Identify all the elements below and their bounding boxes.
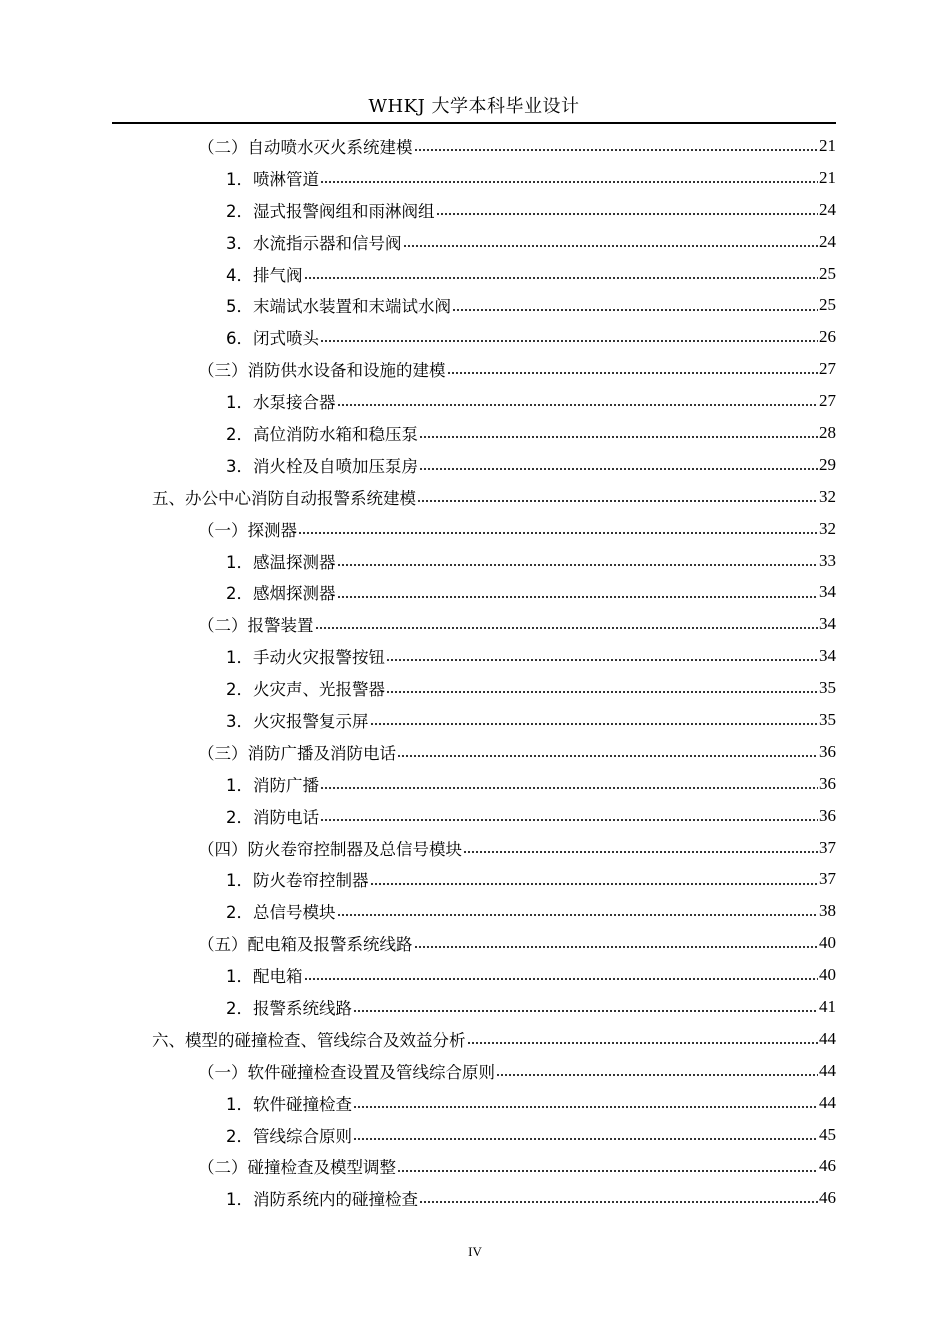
toc-leader-dots [397, 742, 818, 762]
toc-entry-page: 46 [819, 1156, 836, 1176]
toc-entry-page: 27 [819, 359, 836, 379]
toc-leader-dots [353, 1125, 818, 1145]
toc-entry-page: 40 [819, 933, 836, 953]
toc-entry-page: 35 [819, 709, 836, 729]
toc-entry[interactable] [112, 1087, 836, 1119]
toc-leader-dots [320, 774, 818, 794]
toc-entry[interactable] [112, 576, 836, 608]
toc-leader-dots [452, 296, 818, 316]
toc-leader-dots [337, 391, 819, 411]
toc-entry-label: （二）碰撞检查及模型调整 [198, 1158, 396, 1178]
toc-leader-dots [419, 423, 818, 443]
toc-entry-label: 1．感温探测器 [226, 552, 336, 572]
toc-entry-page: 44 [819, 1028, 836, 1048]
toc-entry-label: 3．火灾报警复示屏 [226, 711, 369, 731]
toc-leader-dots [315, 614, 819, 634]
toc-entry-page: 37 [819, 869, 836, 889]
toc-entry[interactable] [112, 991, 836, 1023]
toc-entry[interactable] [112, 289, 836, 321]
toc-leader-dots [370, 710, 819, 730]
toc-entry[interactable] [112, 1151, 836, 1183]
toc-entry[interactable] [112, 863, 836, 895]
toc-leader-dots [304, 264, 819, 284]
toc-entry[interactable] [112, 1055, 836, 1087]
toc-entry-label: 1．消防系统内的碰撞检查 [226, 1190, 418, 1210]
toc-leader-dots [397, 1157, 818, 1177]
toc-entry-label: 1．配电箱 [226, 967, 303, 987]
toc-entry[interactable] [112, 385, 836, 417]
toc-leader-dots [353, 1093, 818, 1113]
toc-entry-label: 1．水泵接合器 [226, 393, 336, 413]
toc-entry-label: （二）自动喷水灭火系统建模 [198, 137, 413, 157]
toc-entry[interactable] [112, 1182, 836, 1214]
toc-leader-dots [386, 678, 818, 698]
toc-entry-label: 1．喷淋管道 [226, 169, 319, 189]
toc-entry-page: 45 [819, 1124, 836, 1144]
toc-entry[interactable] [112, 226, 836, 258]
toc-entry-page: 36 [819, 805, 836, 825]
toc-entry-page: 21 [819, 135, 836, 155]
toc-entry[interactable] [112, 672, 836, 704]
toc-entry-label: 3．水流指示器和信号阀 [226, 233, 402, 253]
toc-entry-label: 4．排气阀 [226, 265, 303, 285]
toc-entry[interactable] [112, 1023, 836, 1055]
toc-entry[interactable] [112, 321, 836, 353]
page-header-title: WHKJ 大学本科毕业设计 [368, 96, 580, 117]
toc-leader-dots [337, 551, 819, 571]
toc-entry-label: 6．闭式喷头 [226, 329, 319, 349]
table-of-contents [112, 130, 836, 1214]
toc-entry[interactable] [112, 353, 836, 385]
toc-entry-label: （四）防火卷帘控制器及总信号模块 [198, 839, 462, 859]
toc-entry-page: 38 [819, 901, 836, 921]
toc-entry[interactable] [112, 736, 836, 768]
toc-leader-dots [417, 487, 818, 507]
toc-entry[interactable] [112, 481, 836, 513]
toc-entry-label: （一）软件碰撞检查设置及管线综合原则 [198, 1062, 495, 1082]
toc-entry-label: （三）消防广播及消防电话 [198, 743, 396, 763]
toc-leader-dots [386, 646, 818, 666]
toc-entry-label: 2．报警系统线路 [226, 998, 352, 1018]
toc-entry-label: 5．末端试水装置和末端试水阀 [226, 297, 451, 317]
toc-entry-page: 34 [819, 582, 836, 602]
toc-entry-page: 21 [819, 167, 836, 187]
toc-leader-dots [370, 870, 819, 890]
toc-entry[interactable] [112, 768, 836, 800]
toc-leader-dots [496, 1061, 818, 1081]
toc-entry-label: （三）消防供水设备和设施的建模 [198, 361, 446, 381]
toc-leader-dots [320, 327, 818, 347]
toc-entry-page: 26 [819, 327, 836, 347]
toc-entry[interactable] [112, 194, 836, 226]
toc-entry[interactable] [112, 832, 836, 864]
toc-entry-label: 2．消防电话 [226, 807, 319, 827]
toc-entry-label: （一）探测器 [198, 520, 297, 540]
toc-entry-page: 32 [819, 518, 836, 538]
toc-entry-label: 1．软件碰撞检查 [226, 1094, 352, 1114]
toc-entry[interactable] [112, 608, 836, 640]
toc-entry-label: （五）配电箱及报警系统线路 [198, 935, 413, 955]
toc-entry[interactable] [112, 1119, 836, 1151]
toc-entry[interactable] [112, 927, 836, 959]
toc-entry-label: 2．感烟探测器 [226, 584, 336, 604]
toc-entry-page: 35 [819, 678, 836, 698]
toc-leader-dots [414, 933, 819, 953]
toc-leader-dots [353, 997, 818, 1017]
toc-leader-dots [304, 965, 819, 985]
toc-entry[interactable] [112, 640, 836, 672]
toc-leader-dots [414, 136, 819, 156]
toc-entry-page: 44 [819, 1060, 836, 1080]
toc-entry[interactable] [112, 959, 836, 991]
toc-leader-dots [320, 806, 818, 826]
toc-entry[interactable] [112, 162, 836, 194]
toc-entry-page: 34 [819, 614, 836, 634]
toc-leader-dots [419, 1188, 818, 1208]
toc-entry-label: （二）报警装置 [198, 616, 314, 636]
toc-entry-page: 46 [819, 1188, 836, 1208]
toc-entry-label: 2．管线综合原则 [226, 1126, 352, 1146]
toc-entry-label: 3．消火栓及自喷加压泵房 [226, 456, 418, 476]
toc-entry-page: 28 [819, 422, 836, 442]
toc-leader-dots [463, 838, 818, 858]
toc-entry-label: 2．湿式报警阀组和雨淋阀组 [226, 201, 435, 221]
toc-leader-dots [447, 359, 819, 379]
toc-leader-dots [298, 519, 818, 539]
toc-leader-dots [467, 1029, 819, 1049]
toc-entry-label: 1．消防广播 [226, 775, 319, 795]
toc-leader-dots [337, 583, 819, 603]
toc-entry-page: 24 [819, 231, 836, 251]
toc-entry[interactable] [112, 545, 836, 577]
toc-entry-page: 32 [819, 486, 836, 506]
toc-entry-page: 24 [819, 199, 836, 219]
toc-entry-label: 2．高位消防水箱和稳压泵 [226, 424, 418, 444]
page-number: IV [468, 1244, 482, 1259]
toc-entry[interactable] [112, 258, 836, 290]
toc-entry-label: 1．手动火灾报警按钮 [226, 648, 385, 668]
toc-entry-page: 37 [819, 837, 836, 857]
toc-entry[interactable] [112, 417, 836, 449]
toc-entry-page: 36 [819, 741, 836, 761]
toc-entry-label: 2．总信号模块 [226, 903, 336, 923]
header-rule [112, 122, 836, 124]
toc-leader-dots [436, 200, 819, 220]
toc-entry-page: 25 [819, 295, 836, 315]
toc-leader-dots [403, 232, 819, 252]
toc-entry[interactable] [112, 513, 836, 545]
toc-entry-page: 36 [819, 773, 836, 793]
toc-entry[interactable] [112, 704, 836, 736]
toc-entry-page: 41 [819, 996, 836, 1016]
toc-leader-dots [419, 455, 818, 475]
toc-entry-label: 1．防火卷帘控制器 [226, 871, 369, 891]
toc-entry-page: 34 [819, 646, 836, 666]
toc-entry-page: 25 [819, 263, 836, 283]
toc-entry-page: 29 [819, 454, 836, 474]
toc-entry-label: 六、模型的碰撞检查、管线综合及效益分析 [152, 1030, 466, 1050]
toc-entry-label: 五、办公中心消防自动报警系统建模 [152, 488, 416, 508]
toc-entry-page: 27 [819, 391, 836, 411]
toc-entry-label: 2．火灾声、光报警器 [226, 680, 385, 700]
toc-leader-dots [320, 168, 818, 188]
toc-entry-page: 33 [819, 550, 836, 570]
toc-leader-dots [337, 901, 819, 921]
toc-entry[interactable] [112, 800, 836, 832]
toc-entry[interactable] [112, 895, 836, 927]
toc-entry-page: 40 [819, 965, 836, 985]
toc-entry[interactable] [112, 449, 836, 481]
toc-entry[interactable] [112, 130, 836, 162]
toc-entry-page: 44 [819, 1092, 836, 1112]
